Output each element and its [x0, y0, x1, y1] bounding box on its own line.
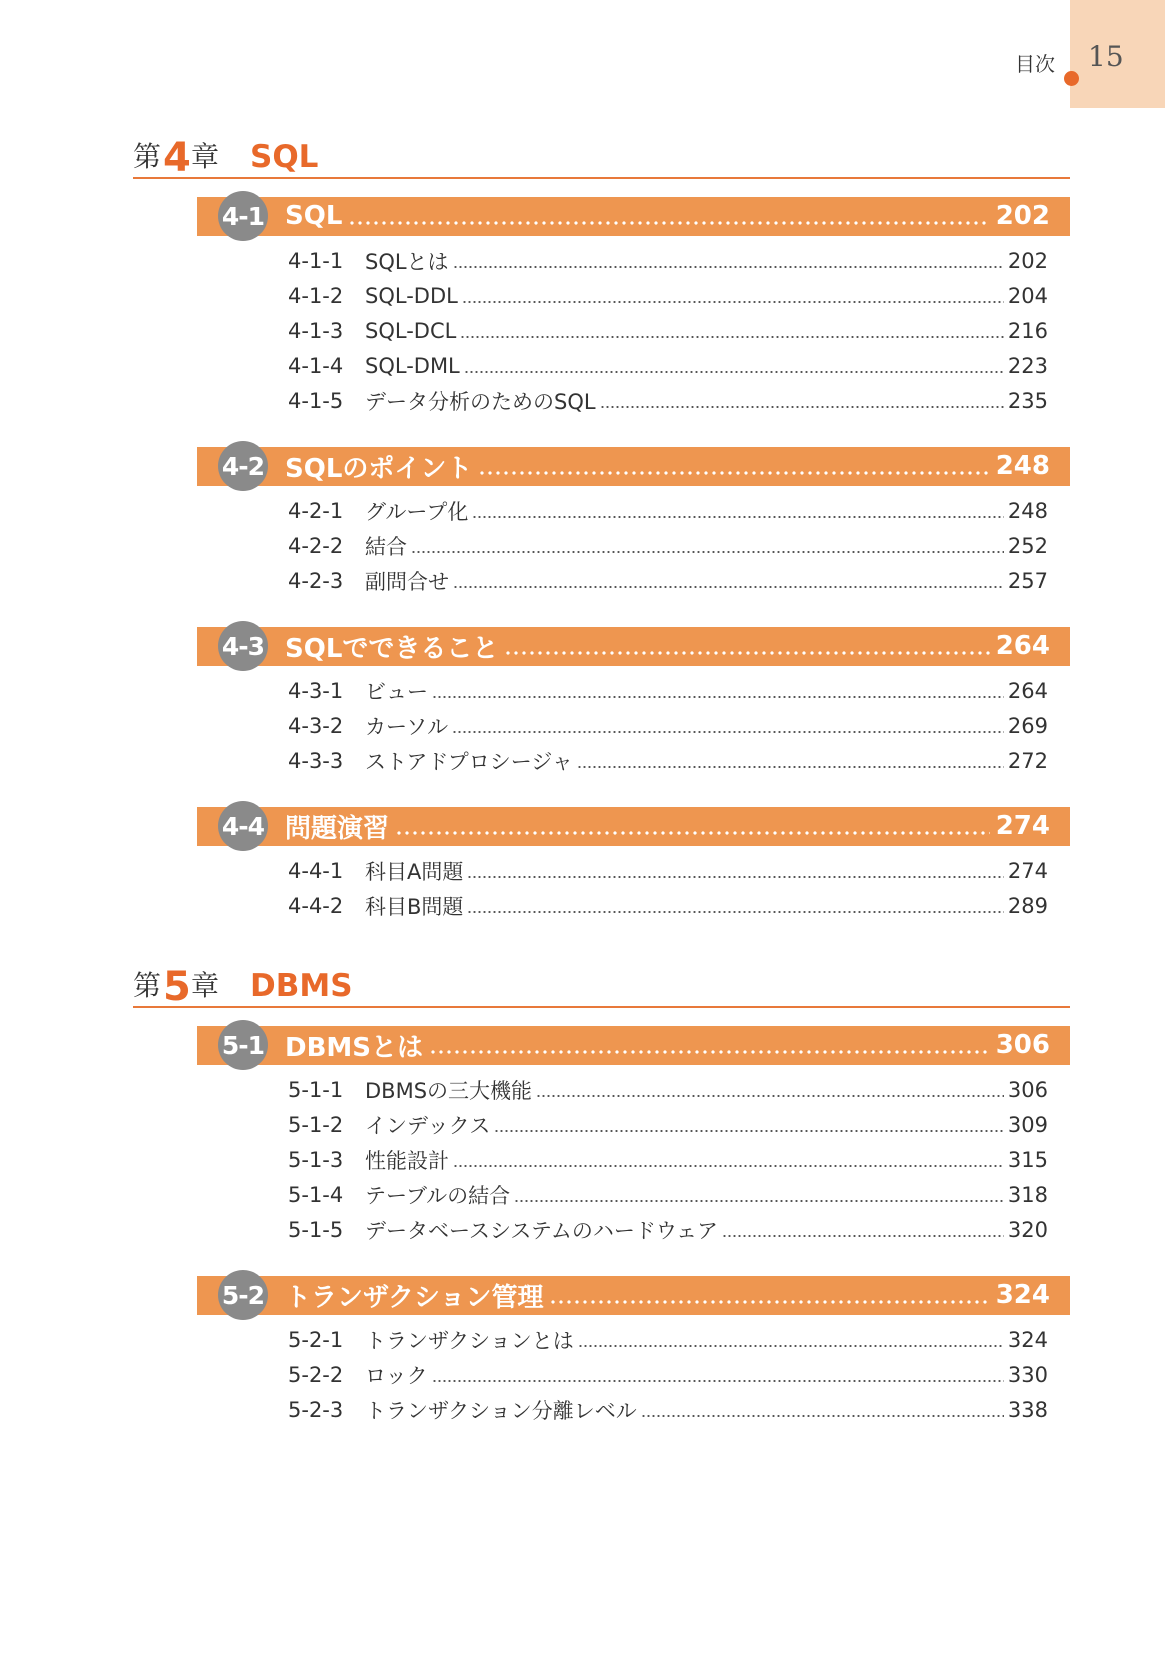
- dot-leader: [453, 584, 1004, 590]
- item-page: 264: [1007, 678, 1048, 703]
- dot-leader: [504, 650, 989, 656]
- dot-leader: [411, 549, 1004, 555]
- dot-leader: [578, 1343, 1004, 1349]
- item-title: SQL-DCL: [365, 318, 457, 343]
- toc-item[interactable]: [288, 1142, 1048, 1177]
- toc-item[interactable]: [288, 1212, 1048, 1247]
- chapter-title: DBMS: [250, 968, 353, 1004]
- dot-leader: [460, 334, 1004, 340]
- item-code: 4-3-2: [288, 713, 344, 738]
- dot-leader: [432, 1378, 1004, 1384]
- item-title: データベースシステムのハードウェア: [365, 1218, 719, 1243]
- section-title: SQL: [285, 201, 343, 231]
- item-code: 4-1-2: [288, 283, 344, 308]
- toc-item[interactable]: [288, 313, 1048, 348]
- chapter-number: 5: [163, 964, 191, 1010]
- chapter-title: SQL: [250, 139, 319, 175]
- item-code: 4-2-2: [288, 533, 344, 558]
- item-title: グループ化: [365, 499, 469, 524]
- dot-leader: [432, 694, 1004, 700]
- toc-item[interactable]: [288, 278, 1048, 313]
- item-title: SQL-DDL: [365, 283, 458, 308]
- toc-item[interactable]: [288, 1107, 1048, 1142]
- dot-leader: [600, 404, 1004, 410]
- section-4-3[interactable]: [197, 627, 1070, 666]
- section-title: DBMSとは: [285, 1032, 423, 1063]
- toc-item[interactable]: [288, 383, 1048, 418]
- item-page: 315: [1007, 1147, 1048, 1172]
- dot-leader: [722, 1233, 1004, 1239]
- toc-item[interactable]: [288, 528, 1048, 563]
- section-page: 248: [995, 451, 1050, 481]
- page-number: 15: [1088, 40, 1124, 73]
- section-title: トランザクション管理: [285, 1282, 544, 1313]
- dot-leader: [514, 1198, 1004, 1204]
- section-title: SQLでできること: [285, 633, 499, 664]
- item-code: 5-1-1: [288, 1077, 344, 1102]
- dot-leader: [453, 1163, 1004, 1169]
- dot-leader: [453, 264, 1004, 270]
- item-title: ロック: [365, 1363, 428, 1388]
- toc-item[interactable]: [288, 243, 1048, 278]
- item-page: 216: [1007, 318, 1048, 343]
- item-title: トランザクション分離レベル: [365, 1398, 637, 1423]
- item-code: 4-4-2: [288, 893, 344, 918]
- item-code: 5-2-3: [288, 1397, 344, 1422]
- item-code: 4-3-3: [288, 748, 344, 773]
- item-code: 4-2-1: [288, 498, 344, 523]
- section-4-2[interactable]: [197, 447, 1070, 486]
- section-5-2[interactable]: [197, 1276, 1070, 1315]
- section-badge: 4-3: [218, 621, 268, 671]
- toc-label: 目次: [1015, 52, 1055, 76]
- dot-leader: [395, 830, 990, 836]
- item-page: 202: [1007, 248, 1048, 273]
- dot-leader: [452, 729, 1004, 735]
- item-page: 248: [1007, 498, 1048, 523]
- dot-leader: [467, 874, 1004, 880]
- chapter-dai: 第: [133, 140, 162, 173]
- item-code: 5-1-5: [288, 1217, 344, 1242]
- toc-item[interactable]: [288, 1072, 1048, 1107]
- item-page: 223: [1007, 353, 1048, 378]
- item-page: 257: [1007, 568, 1048, 593]
- section-badge: 4-1: [218, 191, 268, 241]
- item-page: 252: [1007, 533, 1048, 558]
- item-title: インデックス: [365, 1113, 491, 1138]
- section-title: SQLのポイント: [285, 453, 473, 484]
- item-page: 320: [1007, 1217, 1048, 1242]
- chapter-number: 4: [163, 135, 191, 181]
- dot-leader: [464, 369, 1004, 375]
- toc-item[interactable]: [288, 673, 1048, 708]
- item-page: 330: [1007, 1362, 1048, 1387]
- section-badge: 4-2: [218, 441, 268, 491]
- section-page: 264: [995, 631, 1050, 661]
- toc-item[interactable]: [288, 1177, 1048, 1212]
- item-title: DBMSの三大機能: [365, 1078, 533, 1103]
- item-list-4-4: [288, 853, 1048, 923]
- dot-leader: [536, 1093, 1004, 1099]
- item-code: 5-2-1: [288, 1327, 344, 1352]
- toc-item[interactable]: [288, 853, 1048, 888]
- item-page: 309: [1007, 1112, 1048, 1137]
- item-title: テーブルの結合: [365, 1183, 511, 1208]
- toc-item[interactable]: [288, 743, 1048, 778]
- section-title: 問題演習: [285, 813, 390, 844]
- section-page: 274: [995, 811, 1050, 841]
- dot-leader: [472, 514, 1004, 520]
- section-page: 202: [995, 201, 1050, 231]
- item-code: 4-2-3: [288, 568, 344, 593]
- bullet-dot-icon: [1064, 71, 1079, 86]
- dot-leader: [641, 1413, 1004, 1419]
- item-title: SQL-DML: [365, 353, 460, 378]
- section-badge: 5-2: [218, 1270, 268, 1320]
- item-code: 4-1-4: [288, 353, 344, 378]
- dot-leader: [429, 1049, 990, 1055]
- item-page: 235: [1007, 388, 1048, 413]
- item-title: ストアドプロシージャ: [365, 749, 573, 774]
- dot-leader: [467, 909, 1003, 915]
- item-code: 5-1-2: [288, 1112, 344, 1137]
- section-badge: 4-4: [218, 801, 268, 851]
- item-page: 204: [1007, 283, 1048, 308]
- chapter-heading-4: [133, 133, 1070, 179]
- dot-leader: [549, 1299, 989, 1305]
- toc-item[interactable]: [288, 1392, 1048, 1427]
- item-title: データ分析のためのSQL: [365, 389, 596, 414]
- item-title: カーソル: [365, 714, 449, 739]
- section-5-1[interactable]: [197, 1026, 1070, 1065]
- item-page: 269: [1007, 713, 1048, 738]
- dot-leader: [348, 220, 989, 226]
- item-list-5-2: [288, 1322, 1048, 1427]
- section-page: 324: [995, 1280, 1050, 1310]
- item-list-4-2: [288, 493, 1048, 598]
- item-code: 5-1-3: [288, 1147, 344, 1172]
- chapter-heading-5: [133, 962, 1070, 1008]
- item-code: 4-1-5: [288, 388, 344, 413]
- toc-item[interactable]: [288, 888, 1048, 923]
- item-title: 副問合せ: [365, 569, 449, 594]
- item-page: 272: [1007, 748, 1048, 773]
- item-code: 5-2-2: [288, 1362, 344, 1387]
- item-title: 科目B問題: [365, 894, 464, 919]
- section-4-1[interactable]: [197, 197, 1070, 236]
- toc-item[interactable]: [288, 1357, 1048, 1392]
- item-code: 5-1-4: [288, 1182, 344, 1207]
- item-title: 結合: [365, 534, 407, 559]
- item-list-4-3: [288, 673, 1048, 778]
- item-code: 4-4-1: [288, 858, 344, 883]
- item-page: 274: [1007, 858, 1048, 883]
- toc-item[interactable]: [288, 563, 1048, 598]
- toc-item[interactable]: [288, 493, 1048, 528]
- chapter-dai: 第: [133, 969, 162, 1002]
- item-list-4-1: [288, 243, 1048, 418]
- toc-item[interactable]: [288, 708, 1048, 743]
- item-code: 4-1-1: [288, 248, 344, 273]
- item-page: 324: [1007, 1327, 1048, 1352]
- section-badge: 5-1: [218, 1020, 268, 1070]
- dot-leader: [494, 1128, 1004, 1134]
- item-page: 306: [1007, 1077, 1048, 1102]
- toc-item[interactable]: [288, 1322, 1048, 1357]
- section-page: 306: [995, 1030, 1050, 1060]
- section-4-4[interactable]: [197, 807, 1070, 846]
- item-code: 4-1-3: [288, 318, 344, 343]
- dot-leader: [478, 470, 989, 476]
- chapter-sho: 章: [191, 140, 220, 173]
- toc-item[interactable]: [288, 348, 1048, 383]
- item-page: 338: [1007, 1397, 1048, 1422]
- item-title: トランザクションとは: [365, 1328, 574, 1353]
- item-title: 科目A問題: [365, 859, 464, 884]
- chapter-sho: 章: [191, 969, 220, 1002]
- item-page: 289: [1007, 893, 1048, 918]
- dot-leader: [577, 764, 1004, 770]
- dot-leader: [462, 299, 1004, 305]
- item-title: 性能設計: [365, 1148, 449, 1173]
- item-list-5-1: [288, 1072, 1048, 1247]
- item-title: ビュー: [365, 679, 428, 704]
- item-code: 4-3-1: [288, 678, 344, 703]
- item-page: 318: [1007, 1182, 1048, 1207]
- item-title: SQLとは: [365, 249, 449, 274]
